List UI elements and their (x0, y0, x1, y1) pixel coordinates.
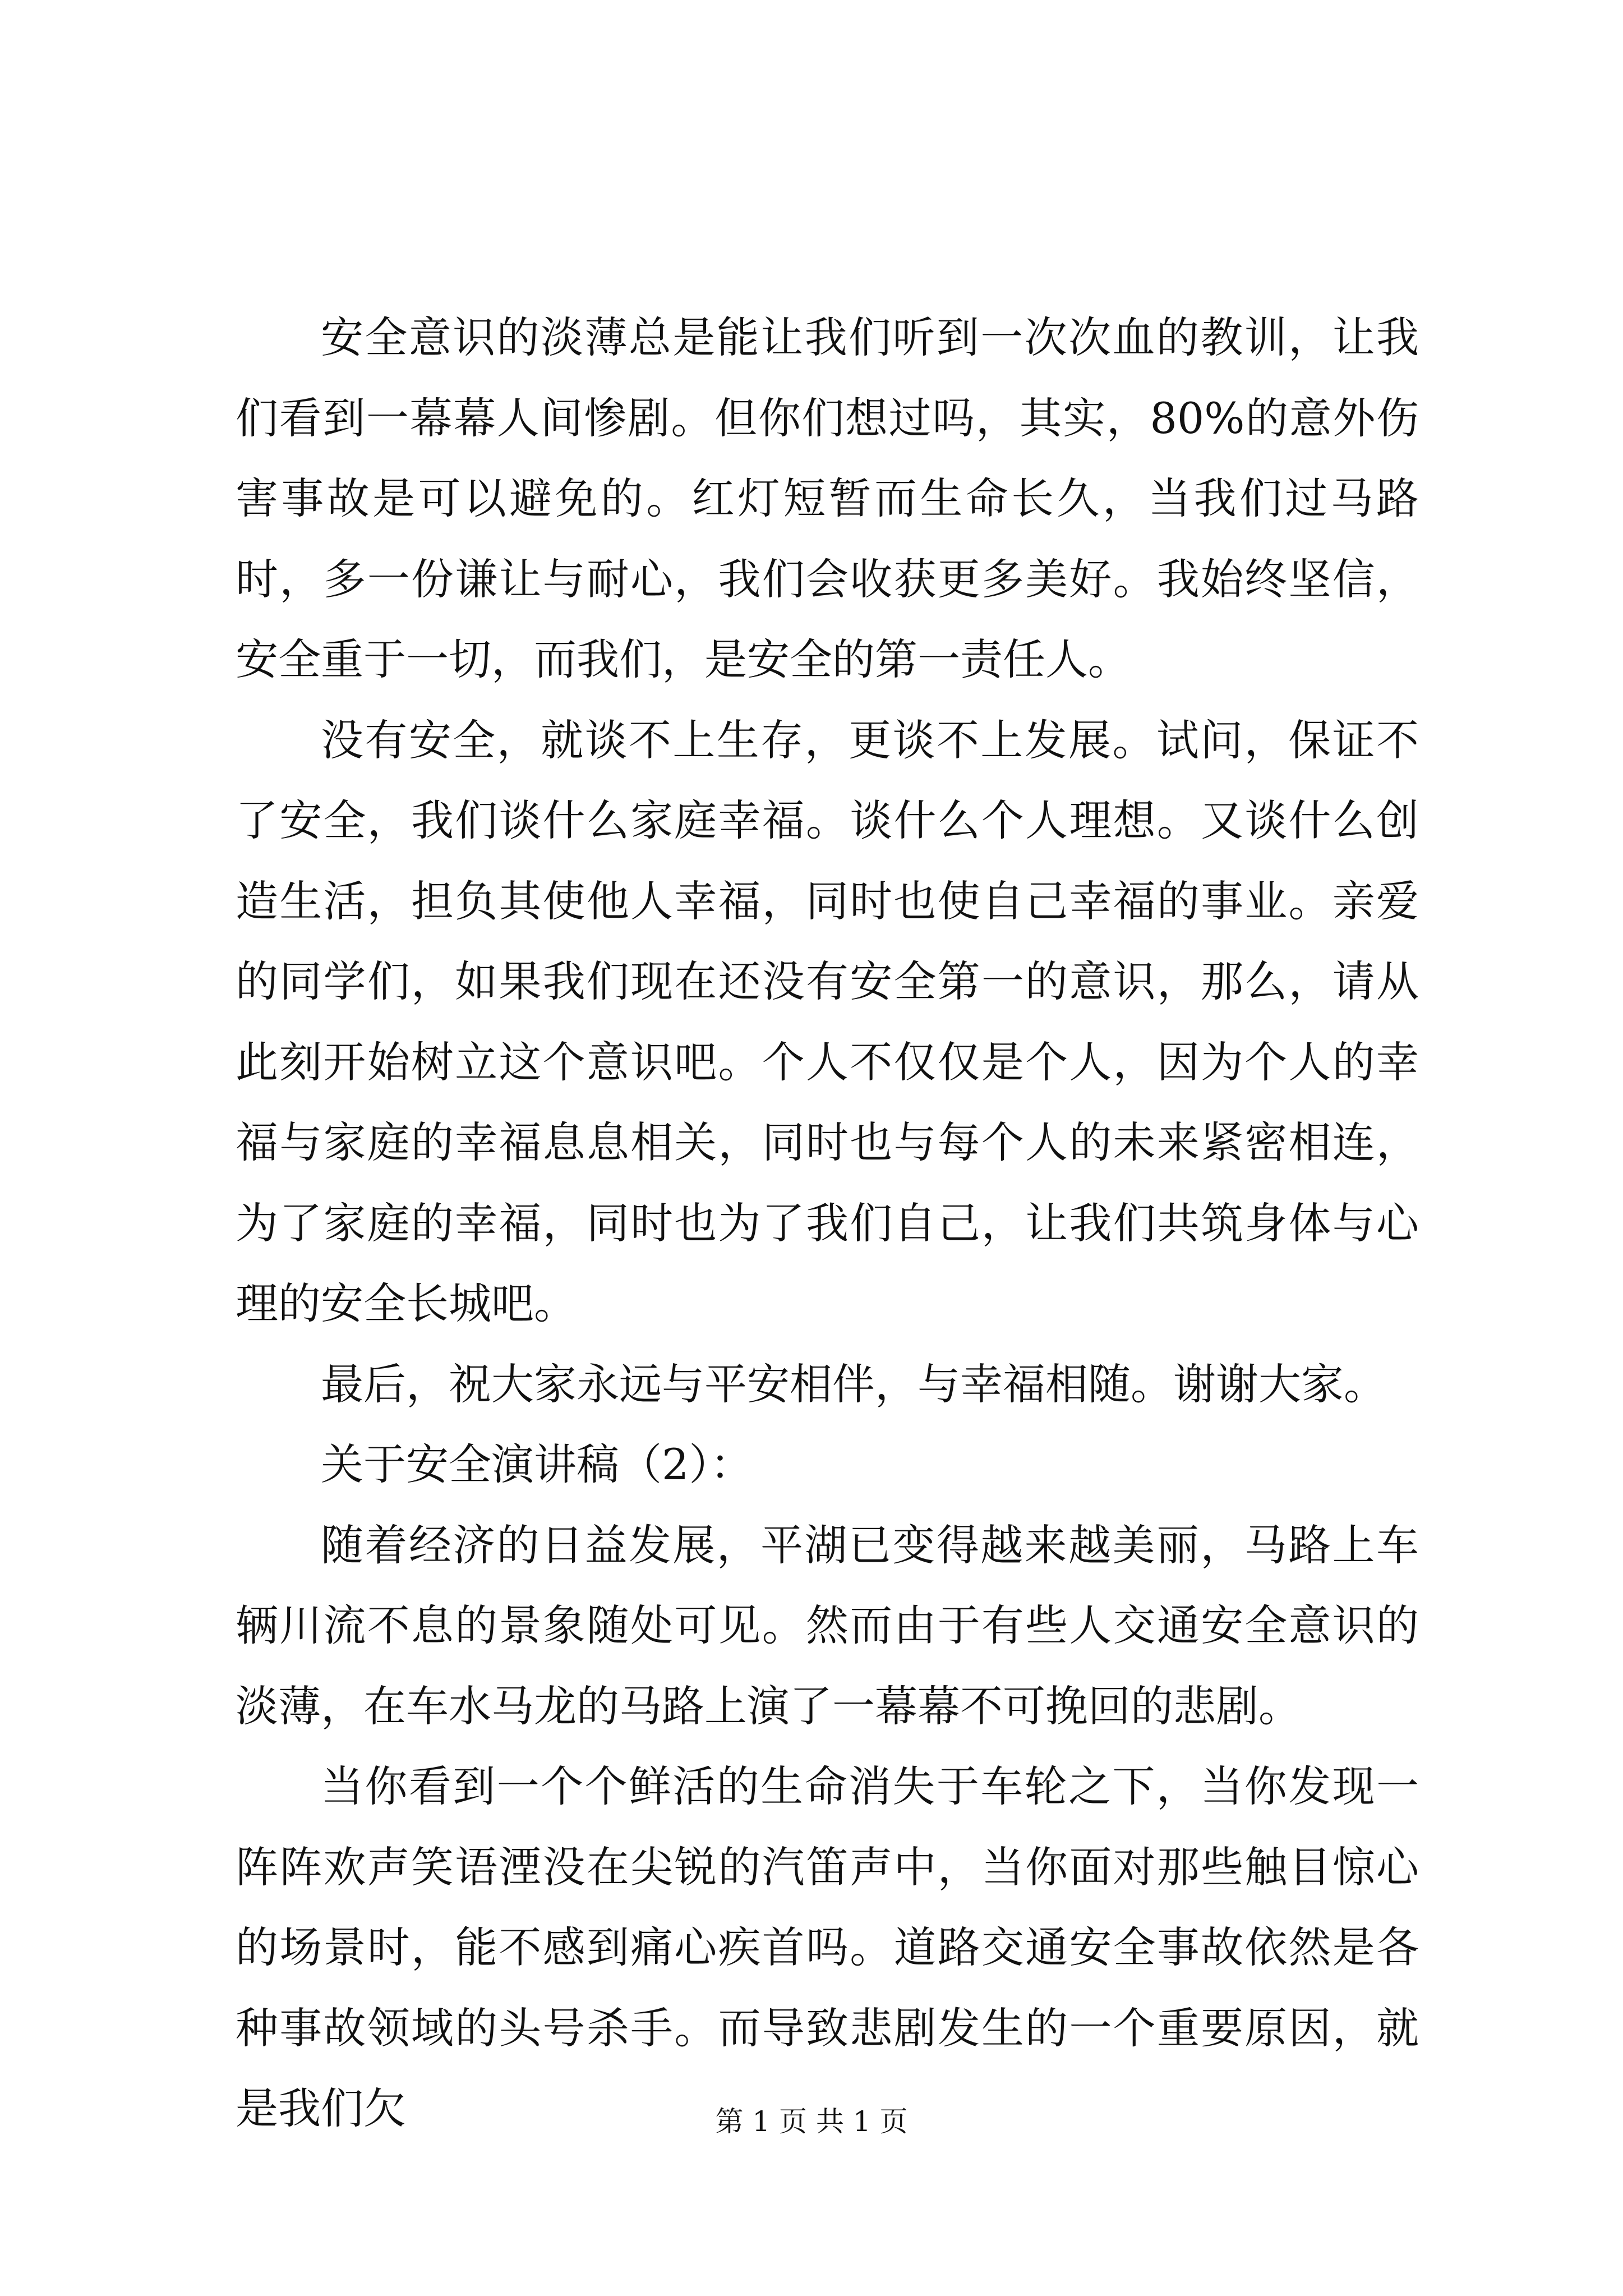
paragraph-3: 最后，祝大家永远与平安相伴，与幸福相随。谢谢大家。 (321, 1359, 1386, 1409)
page-number: 第 1 页 共 1 页 (715, 2105, 908, 2138)
page-footer (0, 2105, 1623, 2138)
paragraph-2: 没有安全，就谈不上生存，更谈不上发展。试问，保证不了安全，我们谈什么家庭幸福。谈什么个人理想。又谈什么创造生活，担负其使他人幸福，同时也使自己幸福的事业。亲爱的同学们，如果我们现在还没有安全第一的意识，那么，请从此刻开始树立这个意识吧。个人不仅仅是个人，因为个人的幸福与家庭的幸福息息相关，同时也与每个人的未来紧密相连，为了家庭的幸福，同时也为了我们自己，让我们共筑身体与心理的安全长城吧。 (236, 715, 1419, 1328)
paragraph-4: 随着经济的日益发展，平湖已变得越来越美丽，马路上车辆川流不息的景象随处可见。然而由于有些人交通安全意识的淡薄，在车水马龙的马路上演了一幕幕不可挽回的悲剧。 (236, 1520, 1419, 1731)
paragraph-5: 当你看到一个个鲜活的生命消失于车轮之下，当你发现一阵阵欢声笑语湮没在尖锐的汽笛声中，当你面对那些触目惊心的场景时，能不感到痛心疾首吗。道路交通安全事故依然是各种事故领域的头号杀手。而导致悲剧发生的一个重要原因，就是我们欠 (236, 1761, 1419, 2133)
document-body (236, 297, 1419, 2149)
paragraph-1: 安全意识的淡薄总是能让我们听到一次次血的教训，让我们看到一幕幕人间惨剧。但你们想过吗，其实，80%的意外伤害事故是可以避免的。红灯短暂而生命长久，当我们过马路时，多一份谦让与耐心，我们会收获更多美好。我始终坚信，安全重于一切，而我们，是安全的第一责任人。 (236, 312, 1419, 684)
section-heading: 关于安全演讲稿（2）： (321, 1439, 753, 1489)
